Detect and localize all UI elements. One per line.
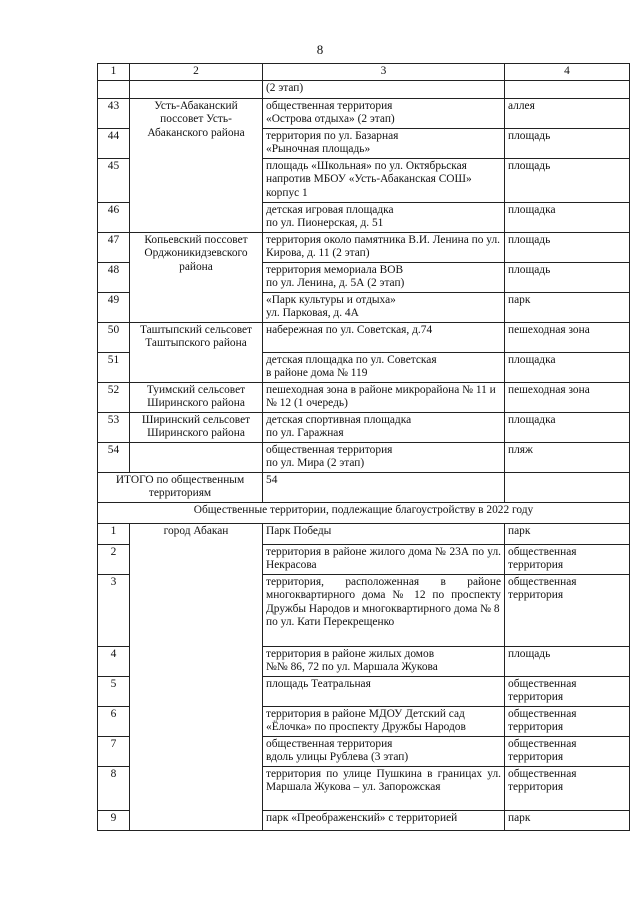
settlement-cell: Усть-Абаканский поссовет Усть-Абаканского района bbox=[130, 98, 263, 232]
territory-cell: общественная территория по ул. Мира (2 этап) bbox=[263, 442, 505, 472]
type-cell: площадка bbox=[505, 412, 630, 442]
row-number bbox=[98, 80, 130, 98]
territory-cell: набережная по ул. Советская, д.74 bbox=[263, 322, 505, 352]
row-number: 1 bbox=[98, 523, 130, 544]
territory-cell: территория мемориала ВОВ по ул. Ленина, д. 5А (2 этап) bbox=[263, 262, 505, 292]
row-number: 2 bbox=[98, 544, 130, 574]
territory-cell: Парк Победы bbox=[263, 523, 505, 544]
territory-cell: детская спортивная площадка по ул. Гаражная bbox=[263, 412, 505, 442]
row-number: 43 bbox=[98, 98, 130, 128]
type-cell: площадь bbox=[505, 646, 630, 676]
settlement-cell: Ширинский сельсовет Ширинского района bbox=[130, 412, 263, 442]
territory-cell: территория в районе жилого дома № 23А по ул. Некрасова bbox=[263, 544, 505, 574]
settlement-cell: Копьевский поссовет Орджоникидзевского района bbox=[130, 232, 263, 322]
header-cell: 4 bbox=[505, 64, 630, 81]
row-number: 47 bbox=[98, 232, 130, 262]
settlement-cell bbox=[130, 442, 263, 472]
row-number: 5 bbox=[98, 676, 130, 706]
territories-table bbox=[97, 63, 630, 831]
city-cell: город Абакан bbox=[130, 523, 263, 830]
territory-cell: детская игровая площадка по ул. Пионерская, д. 51 bbox=[263, 202, 505, 232]
territory-cell: территория в районе МДОУ Детский сад «Ёлочка» по проспекту Дружбы Народов bbox=[263, 706, 505, 736]
territory-cell: площадь Театральная bbox=[263, 676, 505, 706]
settlement-cell bbox=[130, 80, 263, 98]
row-number: 52 bbox=[98, 382, 130, 412]
section-title-row bbox=[98, 502, 630, 523]
type-cell: общественная территория bbox=[505, 706, 630, 736]
row-number: 49 bbox=[98, 292, 130, 322]
type-cell: парк bbox=[505, 810, 630, 830]
row-number: 44 bbox=[98, 128, 130, 158]
section-title: Общественные территории, подлежащие благоустройству в 2022 году bbox=[98, 502, 630, 523]
type-cell: площадка bbox=[505, 202, 630, 232]
settlement-cell: Туимский сельсовет Ширинского района bbox=[130, 382, 263, 412]
type-cell: общественная территория bbox=[505, 766, 630, 810]
table-row bbox=[98, 80, 630, 98]
type-cell: пешеходная зона bbox=[505, 382, 630, 412]
territory-cell: (2 этап) bbox=[263, 80, 505, 98]
settlement-cell: Таштыпский сельсовет Таштыпского района bbox=[130, 322, 263, 382]
row-number: 3 bbox=[98, 574, 130, 646]
territory-cell: пешеходная зона в районе микрорайона № 11 и № 12 (1 очередь) bbox=[263, 382, 505, 412]
table-row bbox=[98, 322, 630, 352]
row-number: 53 bbox=[98, 412, 130, 442]
type-cell: общественная территория bbox=[505, 544, 630, 574]
row-number: 46 bbox=[98, 202, 130, 232]
type-cell: аллея bbox=[505, 98, 630, 128]
total-value: 54 bbox=[263, 472, 505, 502]
table-row bbox=[98, 523, 630, 544]
row-number: 54 bbox=[98, 442, 130, 472]
territory-cell: территория, расположенная в районе многоквартирного дома № 12 по проспекту Дружбы Народов и многоквартирного дома № 8 по ул. Кати Перекрещенко bbox=[263, 574, 505, 646]
header-cell: 1 bbox=[98, 64, 130, 81]
type-cell: общественная территория bbox=[505, 574, 630, 646]
territory-cell: общественная территория вдоль улицы Рублева (3 этап) bbox=[263, 736, 505, 766]
total-label: ИТОГО по общественным территориям bbox=[98, 472, 263, 502]
type-cell: парк bbox=[505, 523, 630, 544]
table-header-row bbox=[98, 64, 630, 81]
type-cell: площадь bbox=[505, 128, 630, 158]
type-cell: площадь bbox=[505, 262, 630, 292]
row-number: 7 bbox=[98, 736, 130, 766]
row-number: 48 bbox=[98, 262, 130, 292]
territory-cell: «Парк культуры и отдыха» ул. Парковая, д. 4А bbox=[263, 292, 505, 322]
table-row bbox=[98, 442, 630, 472]
territory-cell: территория по ул. Базарная «Рыночная площадь» bbox=[263, 128, 505, 158]
row-number: 51 bbox=[98, 352, 130, 382]
row-number: 8 bbox=[98, 766, 130, 810]
territory-cell: детская площадка по ул. Советская в районе дома № 119 bbox=[263, 352, 505, 382]
type-cell bbox=[505, 472, 630, 502]
territory-cell: парк «Преображенский» с территорией bbox=[263, 810, 505, 830]
type-cell: площадь bbox=[505, 158, 630, 202]
type-cell: площадка bbox=[505, 352, 630, 382]
territory-cell: территория по улице Пушкина в границах ул. Маршала Жукова – ул. Запорожская bbox=[263, 766, 505, 810]
table-row bbox=[98, 382, 630, 412]
row-number: 6 bbox=[98, 706, 130, 736]
type-cell: пляж bbox=[505, 442, 630, 472]
type-cell: общественная территория bbox=[505, 736, 630, 766]
table-row bbox=[98, 232, 630, 262]
header-cell: 3 bbox=[263, 64, 505, 81]
type-cell bbox=[505, 80, 630, 98]
territory-cell: площадь «Школьная» по ул. Октябрьская напротив МБОУ «Усть-Абаканская СОШ» корпус 1 bbox=[263, 158, 505, 202]
table-row bbox=[98, 98, 630, 128]
row-number: 50 bbox=[98, 322, 130, 352]
type-cell: общественная территория bbox=[505, 676, 630, 706]
territory-cell: территория около памятника В.И. Ленина по ул. Кирова, д. 11 (2 этап) bbox=[263, 232, 505, 262]
territory-cell: территория в районе жилых домов №№ 86, 72 по ул. Маршала Жукова bbox=[263, 646, 505, 676]
total-row bbox=[98, 472, 630, 502]
header-cell: 2 bbox=[130, 64, 263, 81]
type-cell: пешеходная зона bbox=[505, 322, 630, 352]
table-row bbox=[98, 412, 630, 442]
type-cell: площадь bbox=[505, 232, 630, 262]
territory-cell: общественная территория «Острова отдыха» (2 этап) bbox=[263, 98, 505, 128]
row-number: 9 bbox=[98, 810, 130, 830]
row-number: 4 bbox=[98, 646, 130, 676]
page-number: 8 bbox=[316, 42, 324, 57]
type-cell: парк bbox=[505, 292, 630, 322]
row-number: 45 bbox=[98, 158, 130, 202]
